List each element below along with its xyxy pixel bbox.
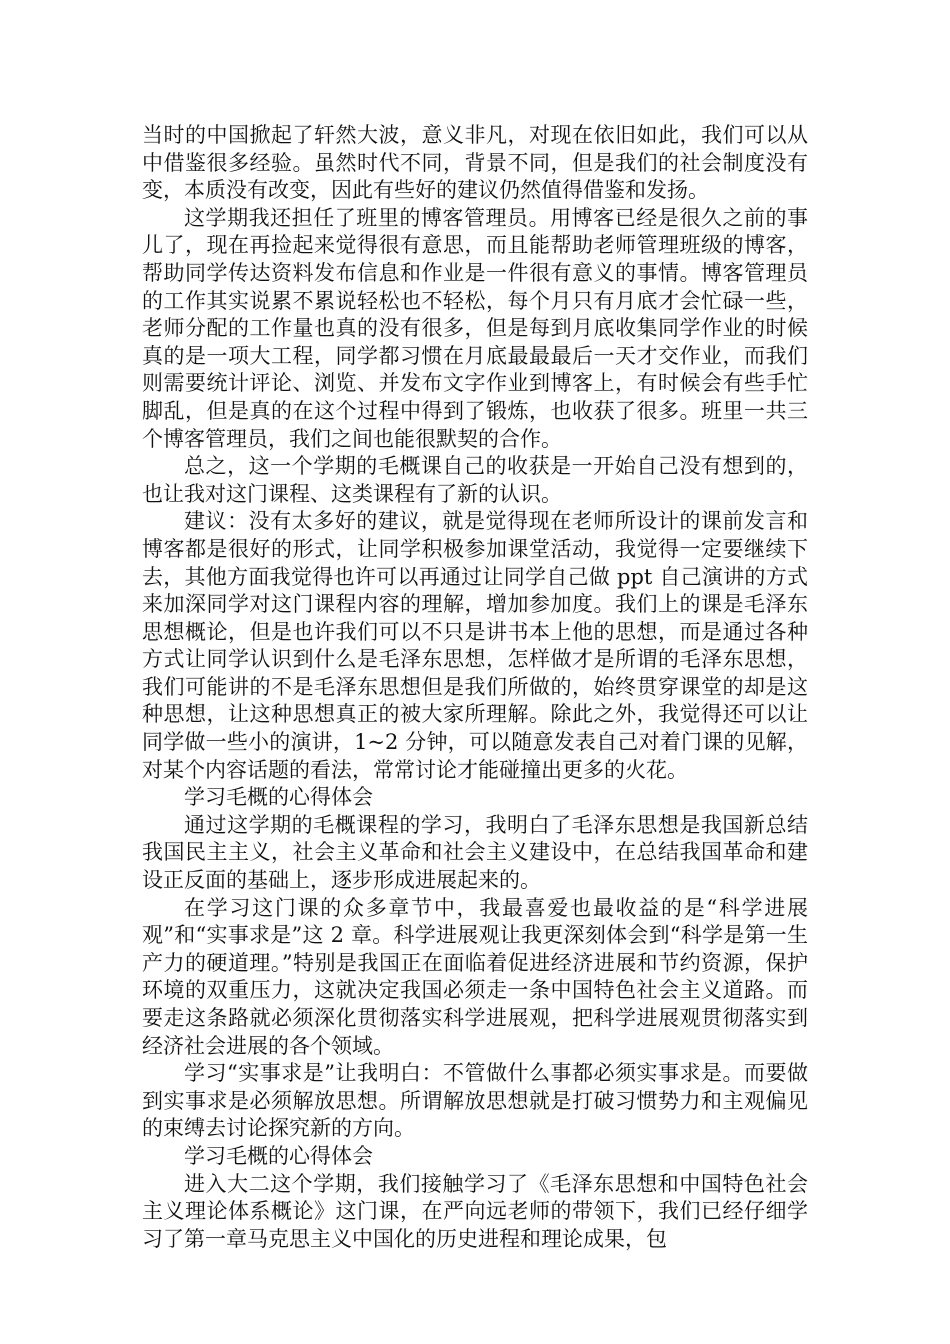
paragraph-intro-2: 进入大二这个学期，我们接触学习了《毛泽东思想和中国特色社会主义理论体系概论》这门课，在严向远老师的带领下，我们已经仔细学习了第一章马克思主义中国化的历史进程和理论成果，包 (142, 1171, 808, 1251)
paragraph-summary: 总之，这一个学期的毛概课自己的收获是一开始自己没有想到的，也让我对这门课程、这类课程有了新的认识。 (142, 454, 808, 506)
paragraph-suggestions: 建议：没有太多好的建议，就是觉得现在老师所设计的课前发言和博客都是很好的形式，让同学积极参加课堂活动，我觉得一定要继续下去，其他方面我觉得也许可以再通过让同学自己做 ppt 自己演讲的方式来加深同学对这门课程内容的理解，增加参加度。我们上的课是毛泽东思想概论，但是也许我们可以不只是讲书本上他的思想，而是通过各种方式让同学认识到什么是毛泽东思想，怎样做才是所谓的毛泽东思想，我们可能讲的不是毛泽东思想但是我们所做的，始终贯穿课堂的却是这种思想，让这种思想真正的被大家所理解。除此之外，我觉得还可以让同学做一些小的演讲，1~2 分钟，可以随意发表自己对着门课的见解，对某个内容话题的看法，常常讨论才能碰撞出更多的火花。 (142, 509, 808, 782)
paragraph-science-development: 在学习这门课的众多章节中，我最喜爱也最收益的是“科学进展观”和“实事求是”这 2 章。科学进展观让我更深刻体会到“科学是第一生产力的硬道理。”特别是我国正在面临着促进经济进展和节约资源，保护环境的双重压力，这就决定我国必须走一条中国特色社会主义道路。而要走这条路就必须深化贯彻落实科学进展观，把科学进展观贯彻落实到经济社会进展的各个领域。 (142, 895, 808, 1058)
paragraph-seek-truth: 学习“实事求是”让我明白：不管做什么事都必须实事求是。而要做到实事求是必须解放思想。所谓解放思想就是打破习惯势力和主观偏见的束缚去讨论探究新的方向。 (142, 1061, 808, 1141)
paragraph-blog-admin: 这学期我还担任了班里的博客管理员。用博客已经是很久之前的事儿了，现在再捡起来觉得很有意思，而且能帮助老师管理班级的博客，帮助同学传达资料发布信息和作业是一件很有意义的事情。博客管理员的工作其实说累不累说轻松也不轻松，每个月只有月底才会忙碌一些，老师分配的工作量也真的没有很多，但是每到月底收集同学作业的时候真的是一项大工程，同学都习惯在月底最最最后一天才交作业，而我们则需要统计评论、浏览、并发布文字作业到博客上，有时候会有些手忙脚乱，但是真的在这个过程中得到了锻炼，也收获了很多。班里一共三个博客管理员，我们之间也能很默契的合作。 (142, 205, 808, 451)
document-body (142, 122, 808, 1253)
section-heading-1: 学习毛概的心得体会 (184, 785, 373, 810)
paragraph-continuation: 当时的中国掀起了轩然大波，意义非凡，对现在依旧如此，我们可以从中借鉴很多经验。虽然时代不同，背景不同，但是我们的社会制度没有变，本质没有改变，因此有些好的建议仍然值得借鉴和发扬。 (142, 123, 808, 203)
paragraph-intro-1: 通过这学期的毛概课程的学习，我明白了毛泽东思想是我国新总结我国民主主义，社会主义革命和社会主义建设中，在总结我国革命和建设正反面的基础上，逐步形成进展起来的。 (142, 812, 808, 893)
section-heading-2: 学习毛概的心得体会 (184, 1143, 373, 1168)
